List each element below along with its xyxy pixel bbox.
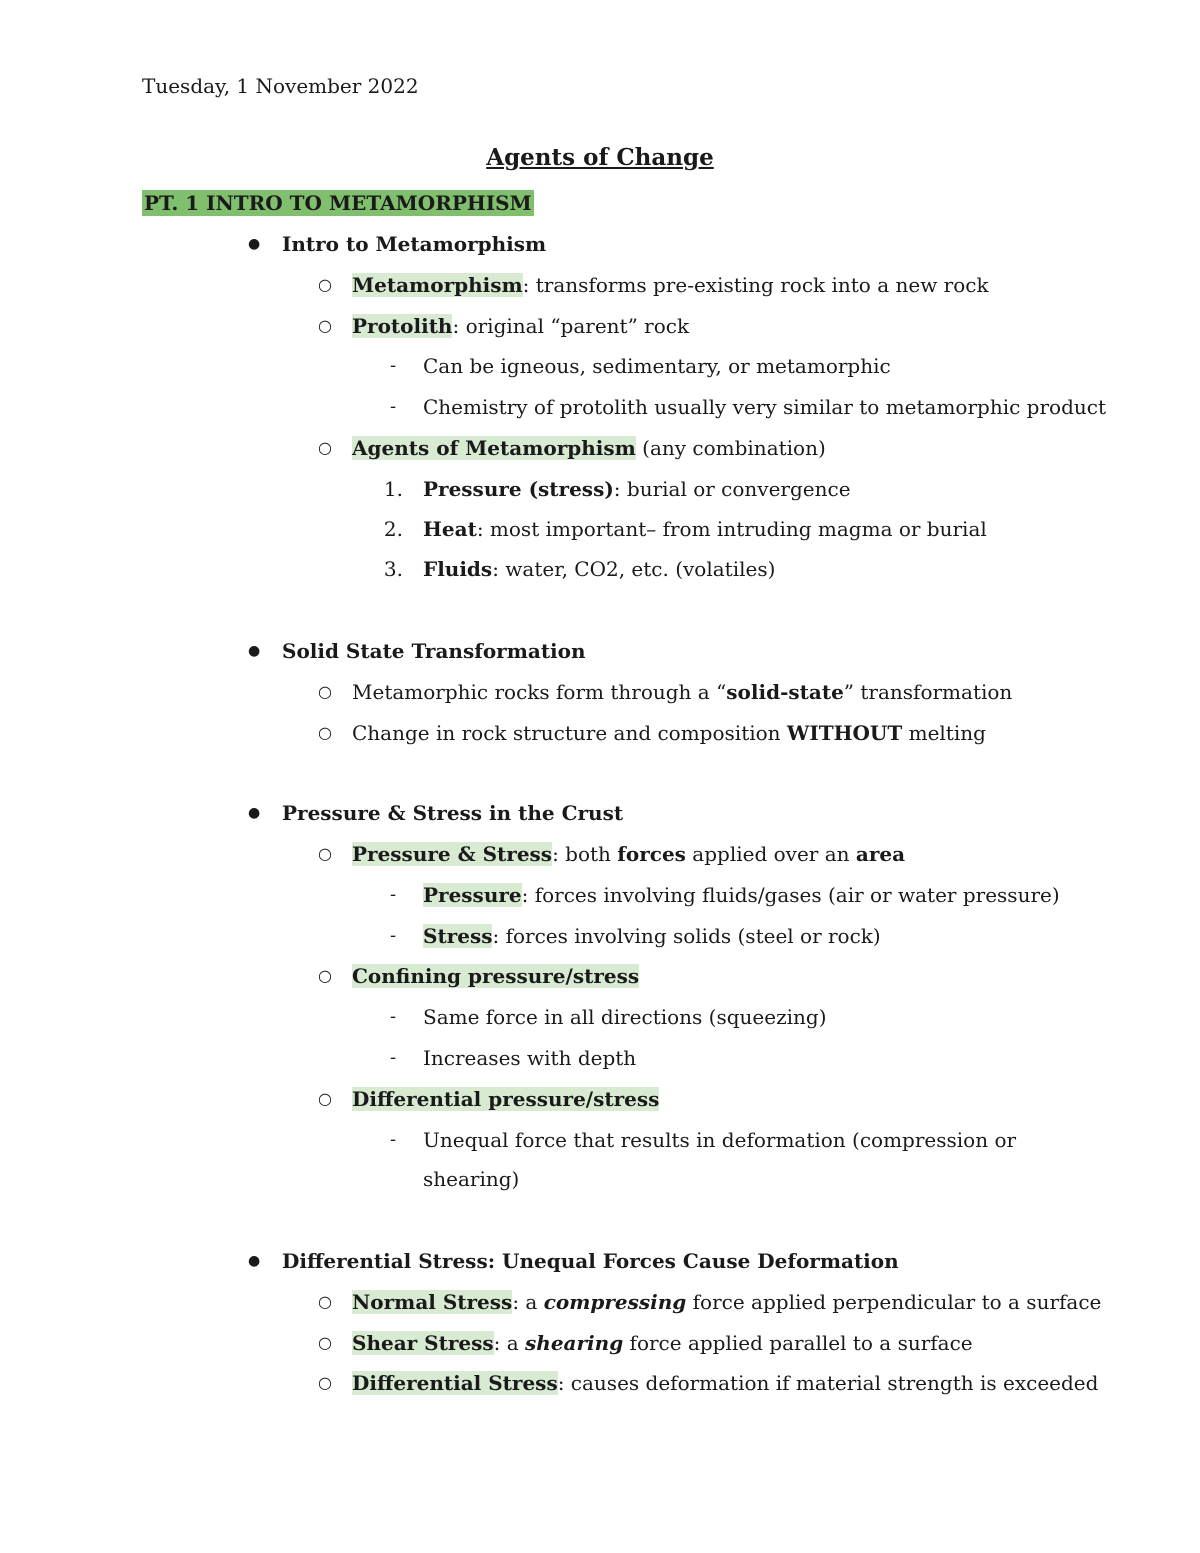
bullet-heading: Differential Stress: Unequal Forces Cause Deformation — [282, 1249, 899, 1273]
bold-italic-text: compressing — [543, 1290, 687, 1314]
item-text: : causes deformation if material strength is exceeded — [557, 1371, 1099, 1395]
dash-bullet-icon: - — [390, 884, 397, 905]
item-text: melting — [902, 721, 986, 745]
item-text: : both — [552, 842, 618, 866]
dash-bullet-icon: - — [390, 1129, 397, 1150]
document-title: Agents of Change — [486, 144, 714, 171]
item-text: force applied perpendicular to a surface — [686, 1290, 1102, 1314]
sub-list-item: Unequal force that results in deformation (compression or — [423, 1128, 1017, 1152]
list-item — [352, 435, 826, 461]
item-text: : water, CO2, etc. (volatiles) — [492, 557, 776, 581]
dash-bullet-icon: - — [390, 925, 397, 946]
document-date: Tuesday, 1 November 2022 — [142, 74, 419, 98]
dash-bullet-icon: - — [390, 355, 397, 376]
bullet-heading: Pressure & Stress in the Crust — [282, 801, 624, 825]
dash-bullet-icon: - — [390, 1047, 397, 1068]
highlighted-term: Pressure & Stress — [352, 842, 553, 866]
item-term: Pressure (stress) — [423, 477, 614, 501]
bold-italic-text: shearing — [525, 1331, 624, 1355]
item-text: : original “parent” rock — [452, 314, 690, 338]
list-item — [352, 1370, 1098, 1396]
item-text: : forces involving fluids/gases (air or water pressure) — [521, 883, 1060, 907]
highlighted-term: Metamorphism — [352, 273, 523, 297]
bullet-open-circle-icon: ○ — [318, 438, 332, 457]
dash-bullet-icon: - — [390, 1006, 397, 1027]
item-text: : a — [512, 1290, 544, 1314]
item-text: : transforms pre-existing rock into a new rock — [522, 273, 989, 297]
bullet-open-circle-icon: ○ — [318, 1292, 332, 1311]
sub-list-item: Same force in all directions (squeezing) — [423, 1005, 827, 1029]
list-item — [352, 963, 639, 989]
item-text: force applied parallel to a surface — [623, 1331, 973, 1355]
bullet-open-circle-icon: ○ — [318, 275, 332, 294]
bullet-filled-icon: ● — [248, 805, 261, 821]
numbered-item — [423, 516, 987, 542]
list-item — [352, 679, 1012, 705]
list-number: 1. — [383, 477, 403, 501]
highlighted-term: Stress — [423, 924, 493, 948]
item-text: : most important– from intruding magma or burial — [476, 517, 987, 541]
dash-bullet-icon: - — [390, 396, 397, 417]
item-text: : forces involving solids (steel or rock) — [492, 924, 881, 948]
section-heading: PT. 1 INTRO TO METAMORPHISM — [144, 191, 532, 215]
bullet-filled-icon: ● — [248, 643, 261, 659]
item-text: Metamorphic rocks form through a “ — [352, 680, 727, 704]
item-text: : burial or convergence — [613, 477, 851, 501]
sub-list-item: Chemistry of protolith usually very similar to metamorphic product — [423, 395, 1106, 419]
bold-text: solid-state — [726, 680, 844, 704]
sub-list-item-continuation: shearing) — [423, 1167, 520, 1191]
bullet-open-circle-icon: ○ — [318, 1089, 332, 1108]
bullet-filled-icon: ● — [248, 1253, 261, 1269]
highlighted-term: Differential pressure/stress — [352, 1087, 660, 1111]
numbered-item — [423, 556, 775, 582]
highlighted-term: Shear Stress — [352, 1331, 494, 1355]
bold-text: area — [855, 842, 906, 866]
bullet-filled-icon: ● — [248, 236, 261, 252]
list-item — [352, 272, 989, 298]
item-term: Fluids — [423, 557, 493, 581]
item-text: applied over an — [685, 842, 856, 866]
highlighted-term: Protolith — [352, 314, 453, 338]
highlighted-term: Normal Stress — [352, 1290, 513, 1314]
sub-list-item: Can be igneous, sedimentary, or metamorphic — [423, 354, 891, 378]
highlighted-term: Agents of Metamorphism — [352, 436, 636, 460]
sub-list-item — [423, 923, 881, 949]
bullet-heading: Solid State Transformation — [282, 639, 586, 663]
bullet-open-circle-icon: ○ — [318, 723, 332, 742]
list-item — [352, 1086, 659, 1112]
bold-text: forces — [617, 842, 686, 866]
list-number: 2. — [383, 517, 403, 541]
bullet-open-circle-icon: ○ — [318, 682, 332, 701]
list-item — [352, 1330, 973, 1356]
highlighted-term: Pressure — [423, 883, 522, 907]
highlighted-term: Differential Stress — [352, 1371, 558, 1395]
sub-list-item — [423, 882, 1060, 908]
bullet-open-circle-icon: ○ — [318, 316, 332, 335]
bullet-heading: Intro to Metamorphism — [282, 232, 547, 256]
list-item — [352, 313, 689, 339]
item-text: (any combination) — [635, 436, 826, 460]
list-item — [352, 841, 905, 867]
bullet-open-circle-icon: ○ — [318, 966, 332, 985]
bold-text: WITHOUT — [786, 721, 903, 745]
numbered-item — [423, 476, 851, 502]
bullet-open-circle-icon: ○ — [318, 1333, 332, 1352]
highlighted-term: Confining pressure/stress — [352, 964, 640, 988]
item-text: Change in rock structure and composition — [352, 721, 787, 745]
bullet-open-circle-icon: ○ — [318, 844, 332, 863]
item-text: ” transformation — [843, 680, 1013, 704]
sub-list-item: Increases with depth — [423, 1046, 637, 1070]
list-item — [352, 1289, 1101, 1315]
item-text: : a — [493, 1331, 526, 1355]
bullet-open-circle-icon: ○ — [318, 1373, 332, 1392]
list-item — [352, 720, 986, 746]
list-number: 3. — [383, 557, 403, 581]
item-term: Heat — [423, 517, 477, 541]
